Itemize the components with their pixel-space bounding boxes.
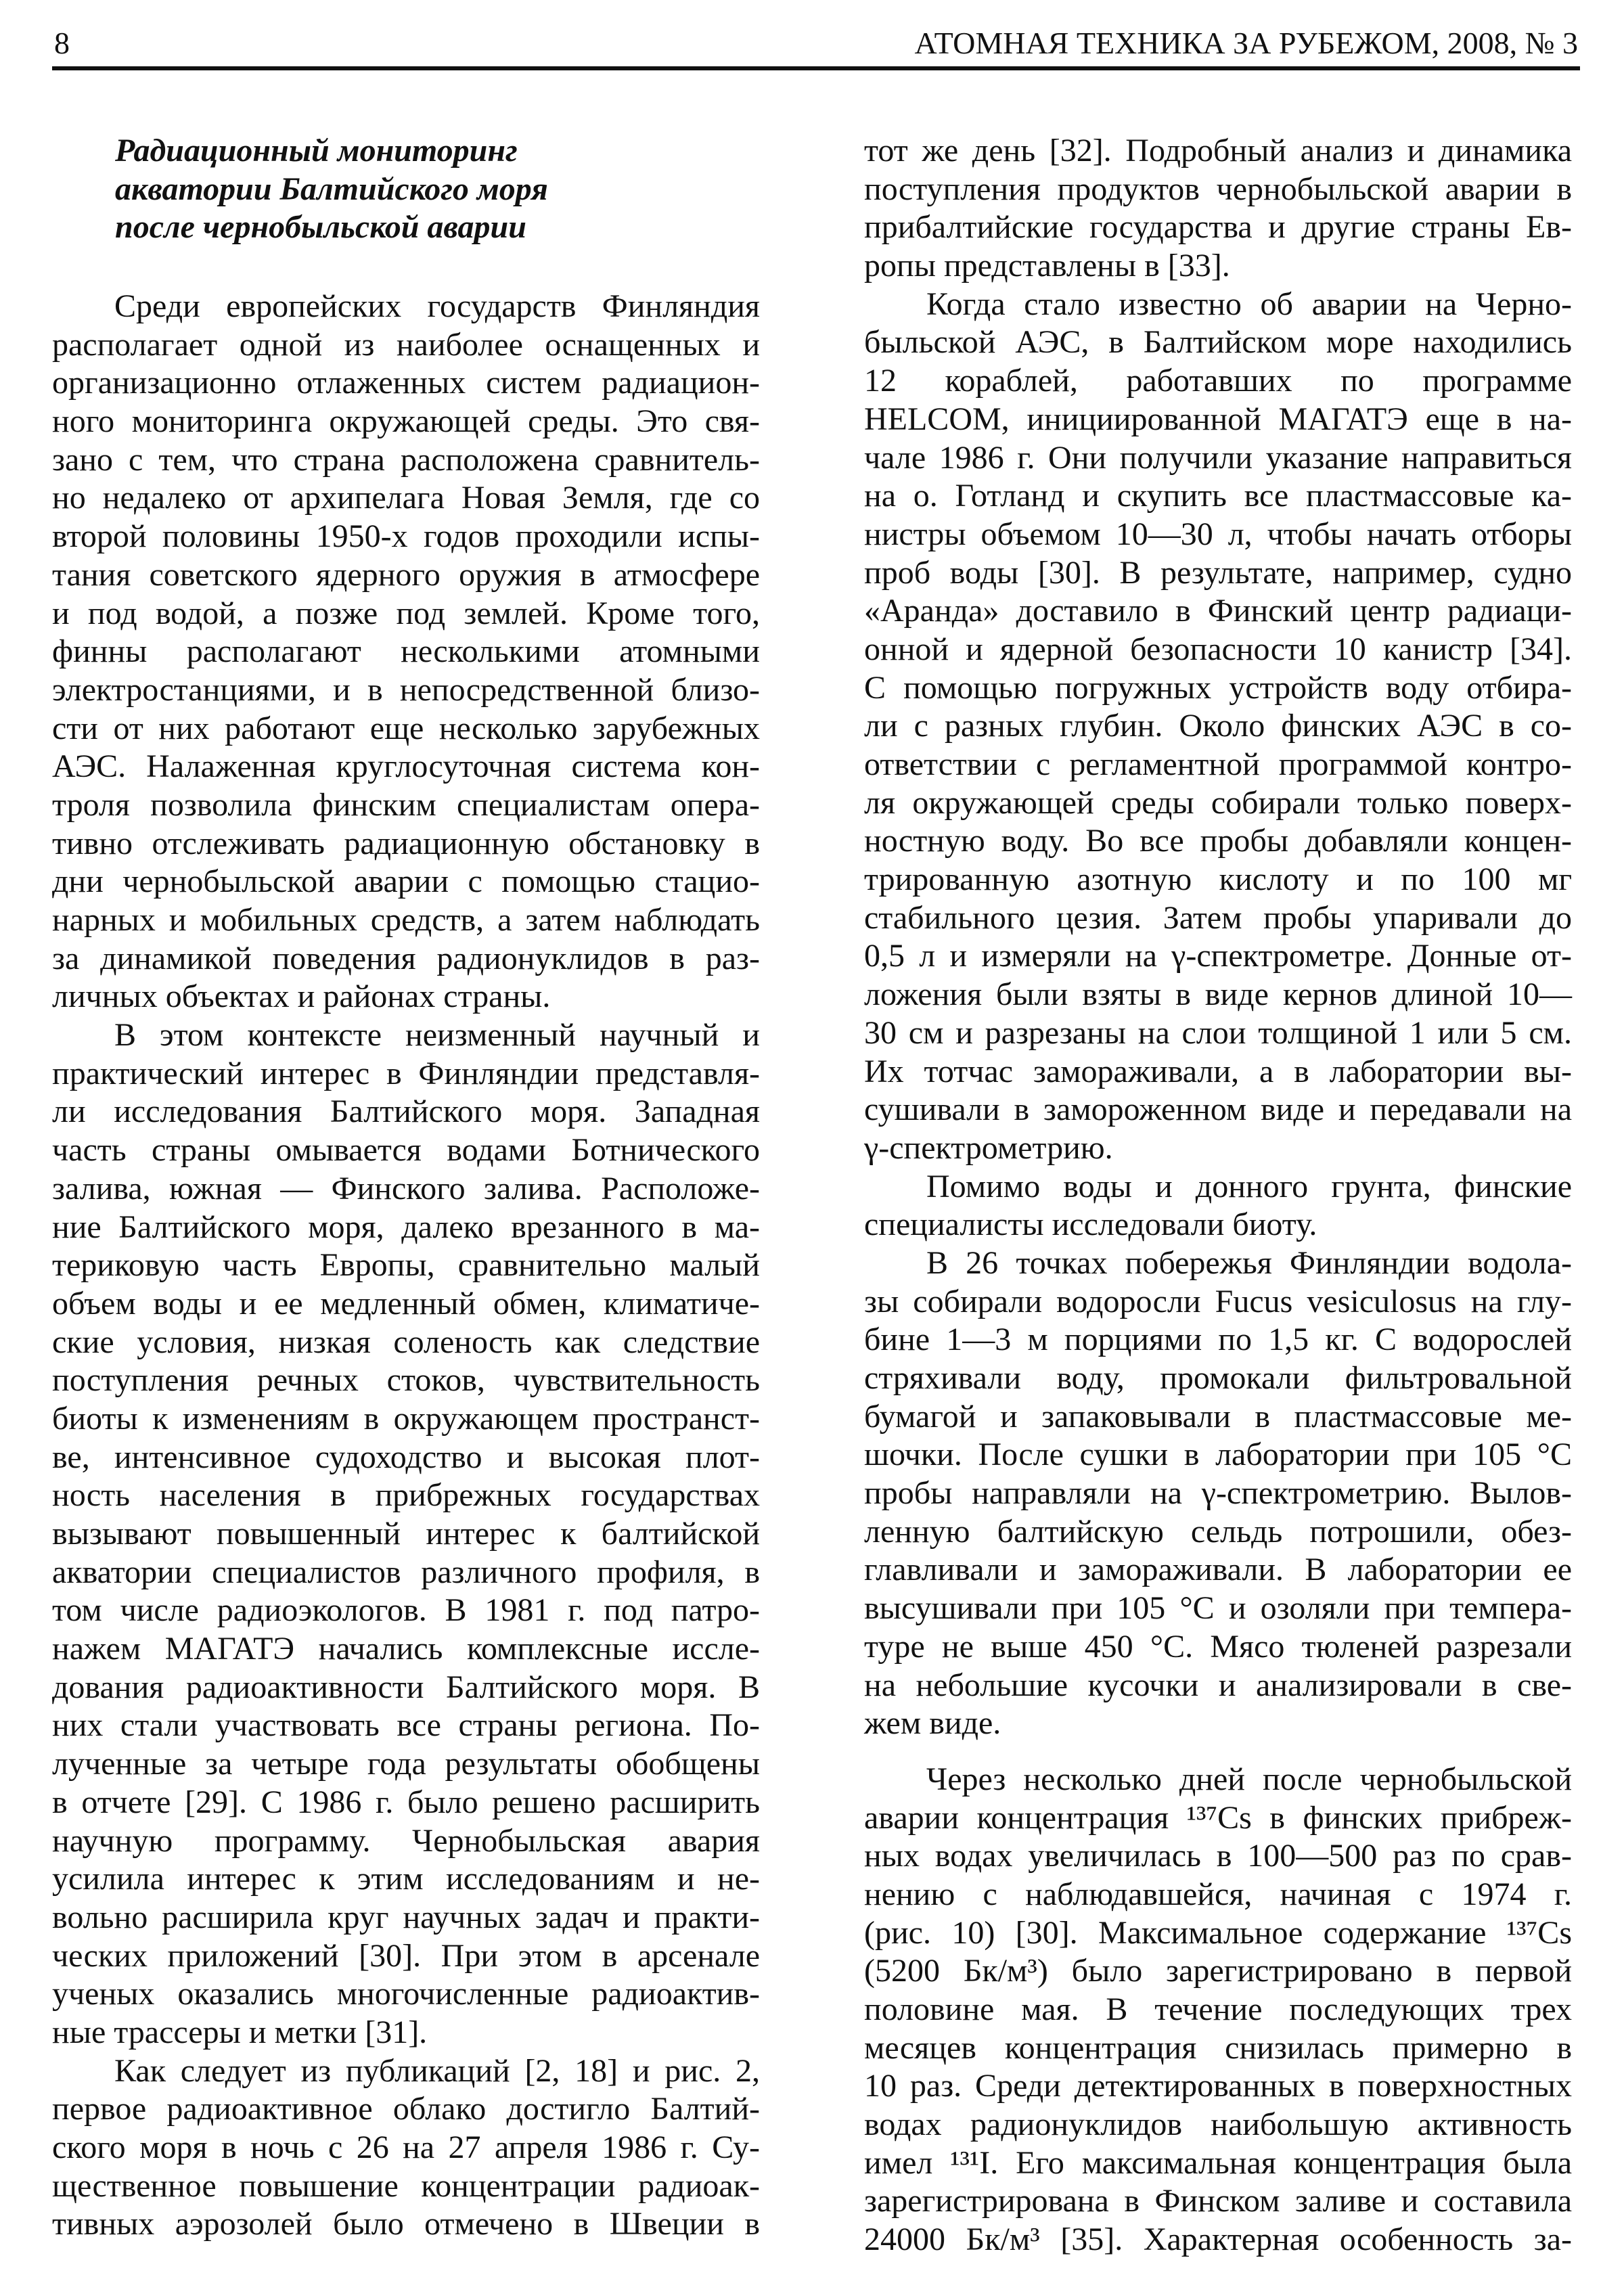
text-line: 30 см и разрезаны на слои толщиной 1 или 5 см. — [864, 1014, 1572, 1051]
text-line: жем виде. — [864, 1705, 1001, 1742]
text-line: за динамикой поведения радионуклидов в раз- — [52, 940, 760, 976]
text-line: проб воды [30]. В результате, например, судно — [864, 554, 1572, 591]
text-line: АЭС. Налаженная круглосуточная система кон- — [52, 748, 760, 785]
text-line: ского моря в ночь с 26 на 27 апреля 1986 г. Су- — [52, 2129, 760, 2165]
text-line: научную программу. Чернобыльская авария — [52, 1822, 760, 1859]
text-line: бумагой и запаковывали в пластмассовые ме- — [864, 1398, 1572, 1435]
text-line: имел ¹³¹I. Его максимальная концентрация была — [864, 2144, 1572, 2181]
text-line: быльской АЭС, в Балтийском море находились — [864, 324, 1572, 361]
text-line: туре не выше 450 °С. Мясо тюленей разрезали — [864, 1628, 1572, 1665]
text-line: бине 1—3 м порциями по 1,5 кг. С водорослей — [864, 1322, 1572, 1358]
text-line: дни чернобыльской аварии с помощью стацио- — [52, 863, 760, 900]
text-line: 10 раз. Среди детектированных в поверхностных — [864, 2068, 1572, 2104]
text-line: ученых оказались многочисленные радиоактив- — [52, 1976, 760, 2012]
text-line: шочки. После сушки в лаборатории при 105 °С — [864, 1437, 1572, 1473]
paragraph — [864, 132, 1572, 286]
text-line: аварии концентрация ¹³⁷Cs в финских прибреж- — [864, 1799, 1572, 1836]
text-line: Их тотчас замораживали, а в лаборатории вы- — [864, 1053, 1572, 1089]
text-line: Среди европейских государств Финляндия — [114, 288, 760, 324]
section-title — [115, 132, 724, 247]
text-line: зы собирали водоросли Fucus vesiculosus на глу- — [864, 1283, 1572, 1319]
text-line: онной и ядерной безопасности 10 канистр [34]. — [864, 631, 1572, 667]
text-line: ропы представлены в [33]. — [864, 248, 1230, 284]
text-line: В 26 точках побережья Финляндии водола- — [926, 1244, 1572, 1281]
text-line: и под водой, а позже под землей. Кроме того, — [52, 595, 760, 631]
text-line: объем воды и ее медленный обмен, климатиче- — [52, 1285, 760, 1322]
text-line: часть страны омывается водами Ботнического — [52, 1132, 760, 1169]
paragraph — [864, 1761, 1572, 2259]
text-line: Как следует из публикаций [2, 18] и рис. 2, — [114, 2052, 760, 2089]
text-line: териковую часть Европы, сравнительно малый — [52, 1247, 760, 1284]
text-line: стряхивали воду, промокали фильтровальной — [864, 1360, 1572, 1396]
text-line: «Аранда» доставило в Финский центр радиаци- — [864, 593, 1572, 629]
text-line: залива, южная — Финского залива. Расположе- — [52, 1170, 760, 1206]
text-line: водах радионуклидов наибольшую активность — [864, 2106, 1572, 2143]
text-line: но недалеко от архипелага Новая Земля, где со — [52, 480, 760, 516]
text-line: электростанциями, и в непосредственной близо- — [52, 671, 760, 708]
text-line: поступления речных стоков, чувствительность — [52, 1362, 760, 1399]
text-line: в отчете [29]. С 1986 г. было решено расширить — [52, 1784, 760, 1820]
text-line: них стали участвовать все страны региона. По- — [52, 1707, 760, 1744]
text-line: биоты к изменениям в окружающем пространст- — [52, 1400, 760, 1437]
text-line: ли с разных глубин. Около финских АЭС в со- — [864, 708, 1572, 744]
title-line: акватории Балтийского моря — [115, 171, 548, 207]
text-line: личных объектах и районах страны. — [52, 978, 551, 1015]
text-line: нажем МАГАТЭ начались комплексные иссле- — [52, 1631, 760, 1667]
text-line: ве, интенсивное судоходство и высокая плот- — [52, 1439, 760, 1475]
text-line: том числе радиоэкологов. В 1981 г. под патро- — [52, 1592, 760, 1629]
text-line: 12 кораблей, работавших по программе — [864, 363, 1572, 399]
text-line: ческих приложений [30]. При этом в арсенале — [52, 1937, 760, 1974]
text-line: трированную азотную кислоту и по 100 мг — [864, 861, 1572, 898]
text-line: главливали и замораживали. В лаборатории ее — [864, 1552, 1572, 1588]
text-line: сушивали в замороженном виде и передавали на — [864, 1091, 1572, 1128]
text-line: нению с наблюдавшейся, начиная с 1974 г. — [864, 1876, 1572, 1912]
text-line: Через несколько дней после чернобыльской — [926, 1761, 1572, 1797]
text-line: половине мая. В течение последующих трех — [864, 1991, 1572, 2027]
page-number: 8 — [54, 26, 70, 60]
text-line: пробы направляли на γ-спектрометрию. Вылов- — [864, 1475, 1572, 1512]
paragraph — [52, 288, 760, 1016]
text-line: ность населения в прибрежных государствах — [52, 1477, 760, 1514]
text-line: Помимо воды и донного грунта, финские — [926, 1168, 1572, 1204]
paragraph — [864, 1168, 1572, 1244]
paragraph — [52, 2052, 760, 2244]
text-line: (5200 Бк/м³) было зарегистрировано в первой — [864, 1953, 1572, 1989]
text-line: тот же день [32]. Подробный анализ и динамика — [864, 133, 1572, 168]
text-line: Когда стало известно об аварии на Черно- — [926, 286, 1572, 322]
text-line: месяцев концентрация снизилась примерно в — [864, 2029, 1572, 2066]
paragraph-gap — [864, 1743, 1572, 1761]
text-line: зарегистрирована в Финском заливе и составила — [864, 2183, 1572, 2219]
text-line: 0,5 л и измеряли на γ-спектрометре. Донные от- — [864, 938, 1572, 974]
text-line: вызывают повышенный интерес к балтийской — [52, 1516, 760, 1552]
text-line: второй половины 1950-х годов проходили испы- — [52, 518, 760, 555]
title-line: после чернобыльской аварии — [115, 209, 526, 246]
text-line: щественное повышение концентрации радиоак- — [52, 2167, 760, 2204]
text-line: располагает одной из наиболее оснащенных и — [52, 326, 760, 363]
text-line: акватории специалистов различного профиля, в — [52, 1554, 760, 1590]
text-line: сти от них работают еще несколько зарубежных — [52, 710, 760, 746]
text-line: практический интерес в Финляндии представля- — [52, 1055, 760, 1091]
text-line: прибалтийские государства и другие страны Ев- — [864, 209, 1572, 246]
text-line: С помощью погружных устройств воду отбира- — [864, 669, 1572, 706]
text-line: ных водах увеличилась в 100—500 раз по срав- — [864, 1838, 1572, 1874]
text-line: тивно отслеживать радиационную обстановку в — [52, 825, 760, 861]
paragraph — [864, 286, 1572, 1168]
right-column — [864, 132, 1572, 2259]
text-line: первое радиоактивное облако достигло Балтий- — [52, 2091, 760, 2127]
text-line: на о. Готланд и скупить все пластмассовые ка- — [864, 478, 1572, 514]
text-line: нарных и мобильных средств, а затем наблюдать — [52, 902, 760, 938]
paragraph — [864, 1244, 1572, 1743]
text-line: нистры объемом 10—30 л, чтобы начать отборы — [864, 516, 1572, 552]
text-line: В этом контексте неизменный научный и — [114, 1017, 760, 1054]
text-line: ленную балтийскую сельдь потрошили, обез- — [864, 1513, 1572, 1550]
text-line: ние Балтийского моря, далеко врезанного в ма- — [52, 1209, 760, 1245]
text-line: тивных аэрозолей было отмечено в Швеции в — [52, 2206, 760, 2242]
left-column — [52, 288, 760, 2244]
text-line: 24000 Бк/м³ [35]. Характерная особенность за- — [864, 2221, 1572, 2258]
text-line: зано с тем, что страна расположена сравнитель- — [52, 441, 760, 478]
text-line: организационно отлаженных систем радиацион- — [52, 365, 760, 401]
text-line: ложения были взяты в виде кернов длиной 10— — [864, 976, 1572, 1013]
text-line: ного мониторинга окружающей среды. Это свя- — [52, 403, 760, 440]
text-line: ные трассеры и метки [31]. — [52, 2014, 428, 2050]
text-line: ские условия, низкая соленость как следствие — [52, 1324, 760, 1360]
text-line: высушивали при 105 °С и озоляли при темпера- — [864, 1590, 1572, 1627]
text-line: финны располагают несколькими атомными — [52, 633, 760, 670]
paragraph — [52, 1016, 760, 2052]
text-line: ответствии с регламентной программой контро- — [864, 746, 1572, 782]
text-line: γ-спектрометрию. — [864, 1129, 1113, 1166]
journal-running-header: АТОМНАЯ ТЕХНИКА ЗА РУБЕЖОМ, 2008, № 3 — [914, 26, 1578, 60]
text-line: вольно расширила круг научных задач и практи- — [52, 1899, 760, 1935]
text-line: ля окружающей среды собирали только поверх- — [864, 784, 1572, 821]
header-rule — [52, 66, 1580, 70]
text-line: тания советского ядерного оружия в атмосфере — [52, 556, 760, 593]
text-line: (рис. 10) [30]. Максимальное содержание ¹³⁷Cs — [864, 1914, 1572, 1951]
text-line: специалисты исследовали биоту. — [864, 1206, 1317, 1243]
title-line: Радиационный мониторинг — [115, 133, 518, 168]
text-line: усилила интерес к этим исследованиям и не- — [52, 1861, 760, 1897]
text-line: ностную воду. Во все пробы добавляли концен- — [864, 823, 1572, 859]
text-line: поступления продуктов чернобыльской аварии в — [864, 171, 1572, 207]
text-line: стабильного цезия. Затем пробы упаривали до — [864, 899, 1572, 936]
text-line: лученные за четыре года результаты обобщены — [52, 1746, 760, 1782]
text-line: чале 1986 г. Они получили указание направиться — [864, 439, 1572, 476]
text-line: троля позволила финским специалистам опера- — [52, 786, 760, 823]
text-line: ли исследования Балтийского моря. Западная — [52, 1093, 760, 1130]
text-line: дования радиоактивности Балтийского моря. В — [52, 1669, 760, 1705]
text-line: HELCOM, инициированной МАГАТЭ еще в на- — [864, 401, 1572, 437]
text-line: на небольшие кусочки и анализировали в све- — [864, 1667, 1572, 1703]
